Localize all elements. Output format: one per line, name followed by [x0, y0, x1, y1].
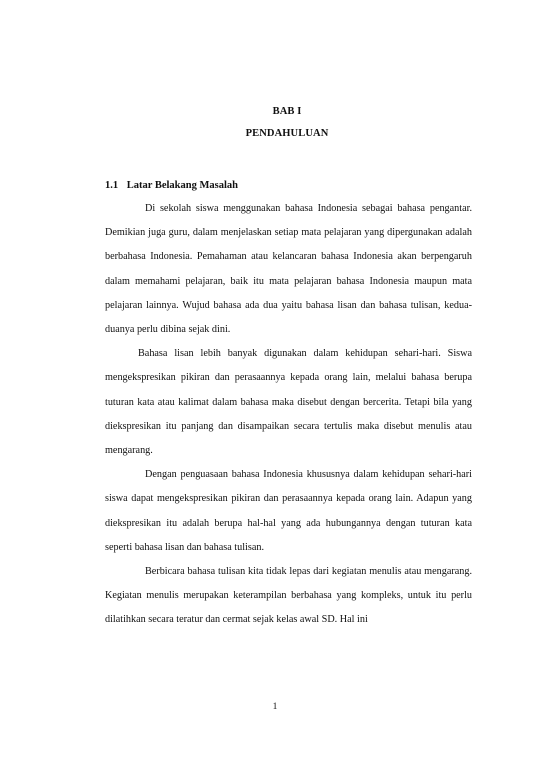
- paragraph: Bahasa lisan lebih banyak digunakan dalam kehidupan sehari-hari. Siswa mengekspresikan pikiran dan perasaannya kepada orang lain, melalui bahasa berupa tuturan kata atau kalimat dalam bahasa maka disebut dengan bercerita. Tetapi bila yang diekspresikan itu panjang dan disampaikan secara tertulis maka disebut menulis atau mengarang.: [105, 348, 472, 457]
- section-heading: [105, 180, 238, 191]
- paragraph: Dengan penguasaan bahasa Indonesia khususnya dalam kehidupan sehari-hari siswa dapat mengekspresikan pikiran dan perasaannya kepada orang lain. Adapun yang diekspresikan itu adalah berupa hal-hal yang ada hubungannya dengan tuturan kata seperti bahasa lisan dan bahasa tulisan.: [105, 469, 472, 553]
- chapter-title: PENDAHULUAN: [245, 128, 329, 139]
- section-title: Latar Belakang Masalah: [126, 180, 238, 191]
- chapter-number: BAB I: [272, 106, 302, 117]
- section-number: 1.1: [105, 180, 119, 191]
- body-text: [105, 197, 472, 633]
- paragraph: Berbicara bahasa tulisan kita tidak lepas dari kegiatan menulis atau mengarang. Kegiatan menulis merupakan keterampilan berbahasa yang kompleks, untuk itu perlu dilatihkan secara teratur dan cermat sejak kelas awal SD. Hal ini: [105, 566, 472, 626]
- paragraph: Di sekolah siswa menggunakan bahasa Indonesia sebagai bahasa pengantar. Demikian juga guru, dalam menjelaskan setiap mata pelajaran yang dipergunakan adalah berbahasa Indonesia. Pemahaman atau kelancaran bahasa Indonesia akan berpengaruh dalam memahami pelajaran, baik itu mata pelajaran bahasa Indonesia maupun mata pelajaran lainnya. Wujud bahasa ada dua yaitu bahasa lisan dan bahasa tulisan, kedua-duanya perlu dibina sejak dini.: [105, 203, 472, 336]
- page-number: 1: [272, 702, 278, 712]
